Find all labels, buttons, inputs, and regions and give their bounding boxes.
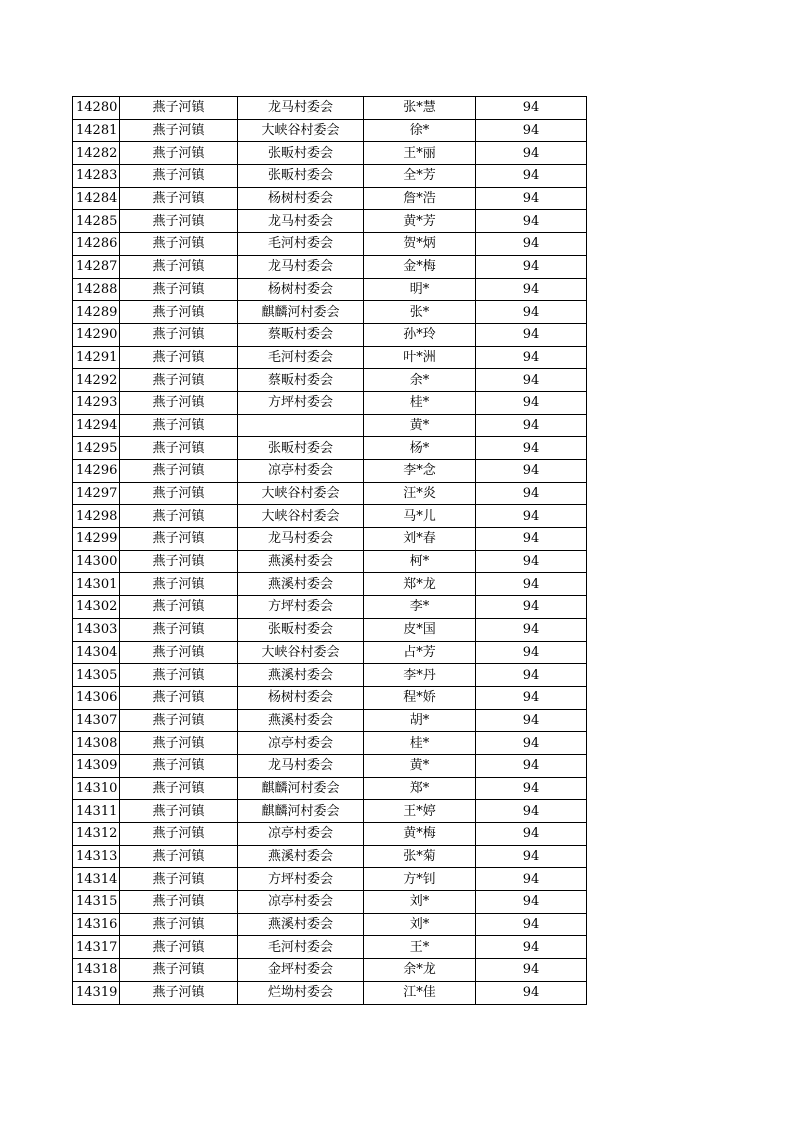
cell-serial-number: 14280 [73,97,120,120]
cell-village-committee: 杨树村委会 [238,686,364,709]
cell-person-name: 马*儿 [364,505,476,528]
cell-town: 燕子河镇 [120,868,238,891]
cell-person-name: 王*婷 [364,800,476,823]
cell-person-name: 张* [364,301,476,324]
cell-serial-number: 14296 [73,460,120,483]
table-row [73,414,587,437]
cell-town: 燕子河镇 [120,913,238,936]
cell-score: 94 [476,596,587,619]
cell-town: 燕子河镇 [120,800,238,823]
cell-score: 94 [476,868,587,891]
cell-village-committee: 杨树村委会 [238,278,364,301]
cell-serial-number: 14298 [73,505,120,528]
cell-village-committee: 燕溪村委会 [238,709,364,732]
cell-person-name: 黄*梅 [364,823,476,846]
cell-town: 燕子河镇 [120,142,238,165]
cell-person-name: 张*菊 [364,845,476,868]
cell-person-name: 王* [364,936,476,959]
cell-score: 94 [476,346,587,369]
cell-score: 94 [476,142,587,165]
table-row [73,323,587,346]
cell-village-committee: 大峡谷村委会 [238,505,364,528]
cell-town: 燕子河镇 [120,255,238,278]
table-row [73,97,587,120]
table-row [73,210,587,233]
cell-person-name: 詹*浩 [364,187,476,210]
cell-town: 燕子河镇 [120,505,238,528]
table-row [73,664,587,687]
cell-village-committee: 凉亭村委会 [238,732,364,755]
cell-village-committee: 大峡谷村委会 [238,482,364,505]
cell-score: 94 [476,686,587,709]
cell-village-committee: 燕溪村委会 [238,913,364,936]
cell-serial-number: 14310 [73,777,120,800]
cell-person-name: 李* [364,596,476,619]
table-row [73,573,587,596]
cell-town: 燕子河镇 [120,573,238,596]
cell-town: 燕子河镇 [120,664,238,687]
cell-score: 94 [476,278,587,301]
table-row [73,233,587,256]
cell-serial-number: 14299 [73,528,120,551]
cell-serial-number: 14307 [73,709,120,732]
cell-person-name: 孙*玲 [364,323,476,346]
cell-score: 94 [476,414,587,437]
cell-score: 94 [476,550,587,573]
table-row [73,278,587,301]
cell-score: 94 [476,845,587,868]
cell-score: 94 [476,709,587,732]
cell-person-name: 李*丹 [364,664,476,687]
table-row [73,936,587,959]
cell-serial-number: 14300 [73,550,120,573]
table-row [73,845,587,868]
cell-person-name: 郑*龙 [364,573,476,596]
cell-village-committee: 张畈村委会 [238,618,364,641]
cell-person-name: 桂* [364,391,476,414]
cell-score: 94 [476,437,587,460]
cell-score: 94 [476,119,587,142]
cell-score: 94 [476,301,587,324]
table-row [73,732,587,755]
cell-town: 燕子河镇 [120,845,238,868]
cell-town: 燕子河镇 [120,391,238,414]
cell-serial-number: 14291 [73,346,120,369]
table-row [73,754,587,777]
cell-town: 燕子河镇 [120,233,238,256]
cell-town: 燕子河镇 [120,119,238,142]
table-row [73,596,587,619]
cell-score: 94 [476,97,587,120]
cell-person-name: 汪*炎 [364,482,476,505]
cell-serial-number: 14285 [73,210,120,233]
cell-score: 94 [476,505,587,528]
cell-person-name: 刘* [364,913,476,936]
cell-score: 94 [476,391,587,414]
table-row [73,959,587,982]
cell-serial-number: 14304 [73,641,120,664]
table-row [73,437,587,460]
cell-village-committee: 凉亭村委会 [238,460,364,483]
cell-serial-number: 14316 [73,913,120,936]
cell-village-committee: 大峡谷村委会 [238,641,364,664]
cell-village-committee: 蔡畈村委会 [238,369,364,392]
cell-person-name: 桂* [364,732,476,755]
cell-person-name: 黄* [364,414,476,437]
cell-score: 94 [476,618,587,641]
cell-serial-number: 14302 [73,596,120,619]
cell-score: 94 [476,891,587,914]
cell-town: 燕子河镇 [120,754,238,777]
cell-village-committee: 方坪村委会 [238,868,364,891]
cell-person-name: 程*娇 [364,686,476,709]
table-row [73,255,587,278]
cell-town: 燕子河镇 [120,959,238,982]
cell-serial-number: 14283 [73,165,120,188]
cell-score: 94 [476,187,587,210]
cell-score: 94 [476,369,587,392]
cell-score: 94 [476,323,587,346]
cell-village-committee: 燕溪村委会 [238,573,364,596]
cell-score: 94 [476,460,587,483]
cell-person-name: 贺*炳 [364,233,476,256]
cell-serial-number: 14315 [73,891,120,914]
cell-score: 94 [476,913,587,936]
cell-town: 燕子河镇 [120,369,238,392]
cell-village-committee: 燕溪村委会 [238,550,364,573]
cell-town: 燕子河镇 [120,278,238,301]
cell-serial-number: 14292 [73,369,120,392]
cell-serial-number: 14301 [73,573,120,596]
cell-score: 94 [476,754,587,777]
table-row [73,391,587,414]
cell-serial-number: 14294 [73,414,120,437]
cell-person-name: 柯* [364,550,476,573]
cell-village-committee: 燕溪村委会 [238,845,364,868]
cell-town: 燕子河镇 [120,301,238,324]
table-row [73,641,587,664]
cell-town: 燕子河镇 [120,187,238,210]
cell-serial-number: 14284 [73,187,120,210]
cell-town: 燕子河镇 [120,210,238,233]
table-row [73,891,587,914]
cell-town: 燕子河镇 [120,732,238,755]
cell-serial-number: 14290 [73,323,120,346]
cell-person-name: 刘* [364,891,476,914]
cell-town: 燕子河镇 [120,550,238,573]
cell-village-committee: 凉亭村委会 [238,823,364,846]
cell-town: 燕子河镇 [120,891,238,914]
cell-village-committee: 麒麟河村委会 [238,301,364,324]
table-row [73,550,587,573]
cell-person-name: 皮*国 [364,618,476,641]
cell-serial-number: 14282 [73,142,120,165]
cell-serial-number: 14303 [73,618,120,641]
cell-person-name: 徐* [364,119,476,142]
cell-town: 燕子河镇 [120,823,238,846]
cell-person-name: 黄*芳 [364,210,476,233]
cell-village-committee: 毛河村委会 [238,233,364,256]
cell-serial-number: 14319 [73,981,120,1004]
cell-town: 燕子河镇 [120,981,238,1004]
cell-town: 燕子河镇 [120,709,238,732]
cell-person-name: 占*芳 [364,641,476,664]
cell-serial-number: 14308 [73,732,120,755]
cell-village-committee: 龙马村委会 [238,255,364,278]
cell-score: 94 [476,528,587,551]
cell-town: 燕子河镇 [120,165,238,188]
cell-person-name: 江*佳 [364,981,476,1004]
cell-score: 94 [476,255,587,278]
table-row [73,618,587,641]
cell-person-name: 余* [364,369,476,392]
cell-village-committee: 杨树村委会 [238,187,364,210]
cell-serial-number: 14317 [73,936,120,959]
cell-score: 94 [476,936,587,959]
cell-score: 94 [476,573,587,596]
table-row [73,165,587,188]
cell-village-committee: 龙马村委会 [238,754,364,777]
cell-serial-number: 14297 [73,482,120,505]
cell-person-name: 杨* [364,437,476,460]
data-table [72,96,587,1005]
cell-village-committee: 烂坳村委会 [238,981,364,1004]
cell-town: 燕子河镇 [120,482,238,505]
cell-village-committee: 金坪村委会 [238,959,364,982]
table-row [73,709,587,732]
table-row [73,187,587,210]
cell-town: 燕子河镇 [120,596,238,619]
table-row [73,800,587,823]
cell-village-committee: 大峡谷村委会 [238,119,364,142]
cell-serial-number: 14318 [73,959,120,982]
cell-town: 燕子河镇 [120,618,238,641]
cell-town: 燕子河镇 [120,323,238,346]
cell-score: 94 [476,233,587,256]
table-row [73,301,587,324]
cell-serial-number: 14286 [73,233,120,256]
cell-village-committee: 张畈村委会 [238,142,364,165]
cell-score: 94 [476,732,587,755]
cell-person-name: 刘*春 [364,528,476,551]
cell-person-name: 郑* [364,777,476,800]
cell-serial-number: 14313 [73,845,120,868]
table-row [73,686,587,709]
cell-person-name: 胡* [364,709,476,732]
cell-serial-number: 14281 [73,119,120,142]
table-row [73,482,587,505]
cell-person-name: 方*钊 [364,868,476,891]
cell-person-name: 张*慧 [364,97,476,120]
cell-serial-number: 14288 [73,278,120,301]
cell-village-committee: 毛河村委会 [238,936,364,959]
cell-town: 燕子河镇 [120,528,238,551]
table-row [73,142,587,165]
cell-person-name: 黄* [364,754,476,777]
table-body [73,97,587,1005]
cell-village-committee: 龙马村委会 [238,210,364,233]
cell-village-committee: 麒麟河村委会 [238,800,364,823]
cell-village-committee: 毛河村委会 [238,346,364,369]
cell-serial-number: 14312 [73,823,120,846]
cell-score: 94 [476,641,587,664]
cell-person-name: 明* [364,278,476,301]
cell-person-name: 王*丽 [364,142,476,165]
cell-person-name: 全*芳 [364,165,476,188]
cell-score: 94 [476,210,587,233]
table-row [73,528,587,551]
cell-village-committee: 方坪村委会 [238,391,364,414]
cell-village-committee: 燕溪村委会 [238,664,364,687]
table-row [73,981,587,1004]
cell-village-committee: 凉亭村委会 [238,891,364,914]
cell-town: 燕子河镇 [120,346,238,369]
cell-village-committee [238,414,364,437]
table-row [73,505,587,528]
cell-village-committee: 龙马村委会 [238,97,364,120]
cell-person-name: 余*龙 [364,959,476,982]
cell-serial-number: 14293 [73,391,120,414]
cell-town: 燕子河镇 [120,460,238,483]
cell-person-name: 叶*洲 [364,346,476,369]
cell-serial-number: 14311 [73,800,120,823]
cell-score: 94 [476,959,587,982]
cell-village-committee: 蔡畈村委会 [238,323,364,346]
cell-town: 燕子河镇 [120,686,238,709]
cell-village-committee: 张畈村委会 [238,437,364,460]
table-row [73,119,587,142]
table-row [73,460,587,483]
cell-serial-number: 14287 [73,255,120,278]
table-row [73,868,587,891]
cell-score: 94 [476,664,587,687]
table-row [73,777,587,800]
cell-serial-number: 14314 [73,868,120,891]
cell-village-committee: 张畈村委会 [238,165,364,188]
cell-person-name: 金*梅 [364,255,476,278]
cell-town: 燕子河镇 [120,936,238,959]
cell-serial-number: 14305 [73,664,120,687]
table-row [73,913,587,936]
cell-village-committee: 麒麟河村委会 [238,777,364,800]
cell-score: 94 [476,981,587,1004]
cell-serial-number: 14306 [73,686,120,709]
cell-score: 94 [476,482,587,505]
cell-village-committee: 龙马村委会 [238,528,364,551]
cell-serial-number: 14295 [73,437,120,460]
cell-town: 燕子河镇 [120,414,238,437]
cell-person-name: 李*念 [364,460,476,483]
cell-score: 94 [476,823,587,846]
cell-town: 燕子河镇 [120,641,238,664]
table-row [73,346,587,369]
cell-serial-number: 14309 [73,754,120,777]
cell-score: 94 [476,777,587,800]
cell-village-committee: 方坪村委会 [238,596,364,619]
cell-town: 燕子河镇 [120,97,238,120]
table-row [73,823,587,846]
cell-town: 燕子河镇 [120,437,238,460]
cell-town: 燕子河镇 [120,777,238,800]
cell-serial-number: 14289 [73,301,120,324]
table-row [73,369,587,392]
cell-score: 94 [476,800,587,823]
cell-score: 94 [476,165,587,188]
